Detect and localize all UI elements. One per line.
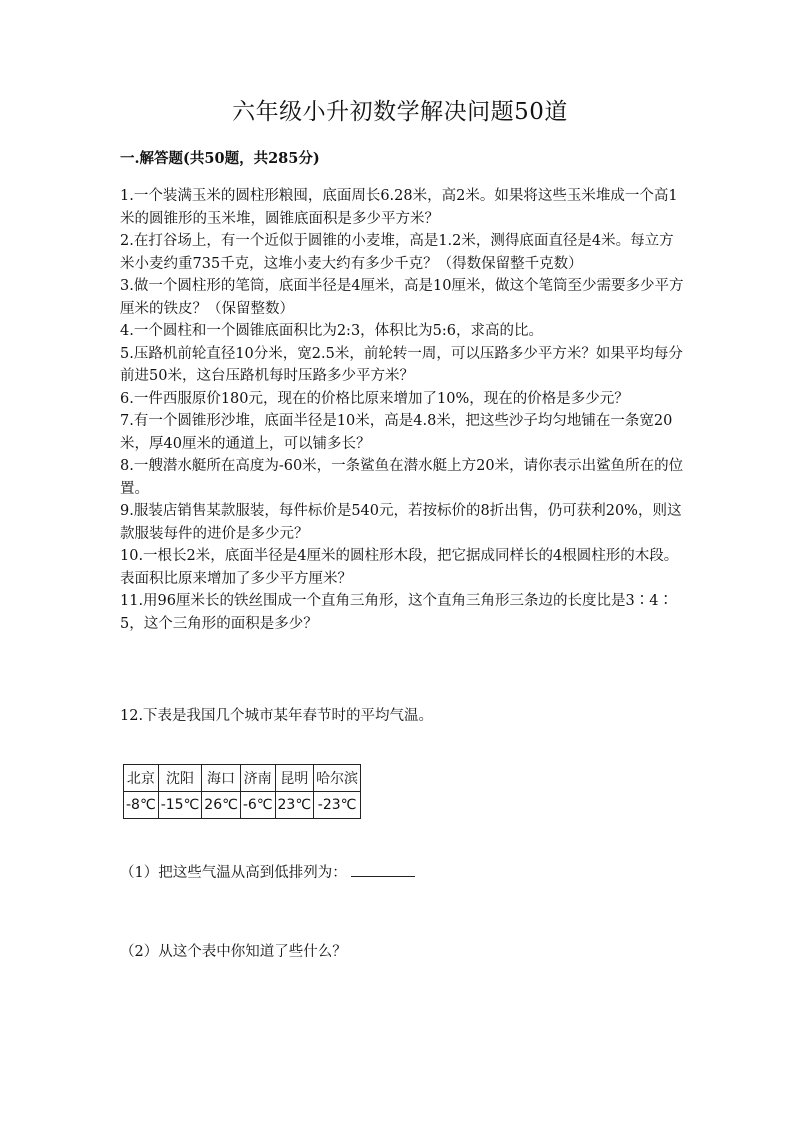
sub-question-1-text: （1）把这些气温从高到低排列为： xyxy=(120,865,347,881)
table-cell-temperature: -23℃ xyxy=(314,792,361,819)
question-1: 1.一个装满玉米的圆柱形粮囤，底面周长6.28米，高2米。如果将这些玉米堆成一个高1米的圆锥形的玉米堆，圆锥底面积是多少平方米？ xyxy=(120,188,678,227)
question-list xyxy=(120,185,688,635)
table-cell-temperature: -15℃ xyxy=(158,792,202,819)
section-heading: 一.解答题(共50题，共285分) xyxy=(120,150,320,167)
table-cell-city: 沈阳 xyxy=(158,765,202,792)
question-8: 8.一艘潜水艇所在高度为-60米，一条鲨鱼在潜水艇上方20米，请你表示出鲨鱼所在的位置。 xyxy=(120,458,684,497)
table-cell-city: 海口 xyxy=(202,765,241,792)
table-cell-temperature: 26℃ xyxy=(202,792,241,819)
question-12-intro: 12.下表是我国几个城市某年春节时的平均气温。 xyxy=(120,708,434,724)
question-10: 10.一根长2米，底面半径是4厘米的圆柱形木段，把它据成同样长的4根圆柱形的木段。表面积比原来增加了多少平方厘米？ xyxy=(120,548,679,587)
table-cell-city: 济南 xyxy=(240,765,275,792)
table-cell-city: 北京 xyxy=(124,765,159,792)
table-cell-city: 哈尔滨 xyxy=(314,765,361,792)
table-cell-temperature: -8℃ xyxy=(124,792,159,819)
question-11: 11.用96厘米长的铁丝围成一个直角三角形，这个直角三角形三条边的长度比是3∶4∶5，这个三角形的面积是多少？ xyxy=(120,593,673,632)
question-7: 7.有一个圆锥形沙堆，底面半径是10米，高是4.8米，把这些沙子均匀地铺在一条宽20米，厚40厘米的通道上，可以铺多长？ xyxy=(120,413,673,452)
sub-question-1 xyxy=(120,862,415,884)
question-9: 9.服装店销售某款服装，每件标价是540元，若按标价的8折出售，仍可获利20%，则这款服装每件的进价是多少元？ xyxy=(120,503,682,542)
page-title: 六年级小升初数学解决问题50道 xyxy=(232,99,568,125)
table-row xyxy=(124,792,361,819)
question-2: 2.在打谷场上，有一个近似于圆锥的小麦堆，高是1.2米，测得底面直径是4米。每立方米小麦约重735千克，这堆小麦大约有多少千克？（得数保留整千克数） xyxy=(120,233,674,272)
table-cell-temperature: 23℃ xyxy=(275,792,314,819)
table-header-row xyxy=(124,765,361,792)
question-4: 4.一个圆柱和一个圆锥底面积比为2:3，体积比为5:6，求高的比。 xyxy=(120,323,544,339)
city-temperature-table xyxy=(123,764,361,819)
table-cell-temperature: -6℃ xyxy=(240,792,275,819)
question-3: 3.做一个圆柱形的笔筒，底面半径是4厘米，高是10厘米，做这个笔筒至少需要多少平方厘米的铁皮？（保留整数） xyxy=(120,278,684,317)
table-cell-city: 昆明 xyxy=(275,765,314,792)
question-5: 5.压路机前轮直径10分米，宽2.5米，前轮转一周，可以压路多少平方米？如果平均每分前进50米，这台压路机每时压路多少平方米？ xyxy=(120,345,683,384)
sub-question-2: （2）从这个表中你知道了些什么？ xyxy=(120,944,347,960)
answer-blank[interactable] xyxy=(351,862,415,877)
question-6: 6.一件西服原价180元，现在的价格比原来增加了10%，现在的价格是多少元？ xyxy=(120,390,629,407)
